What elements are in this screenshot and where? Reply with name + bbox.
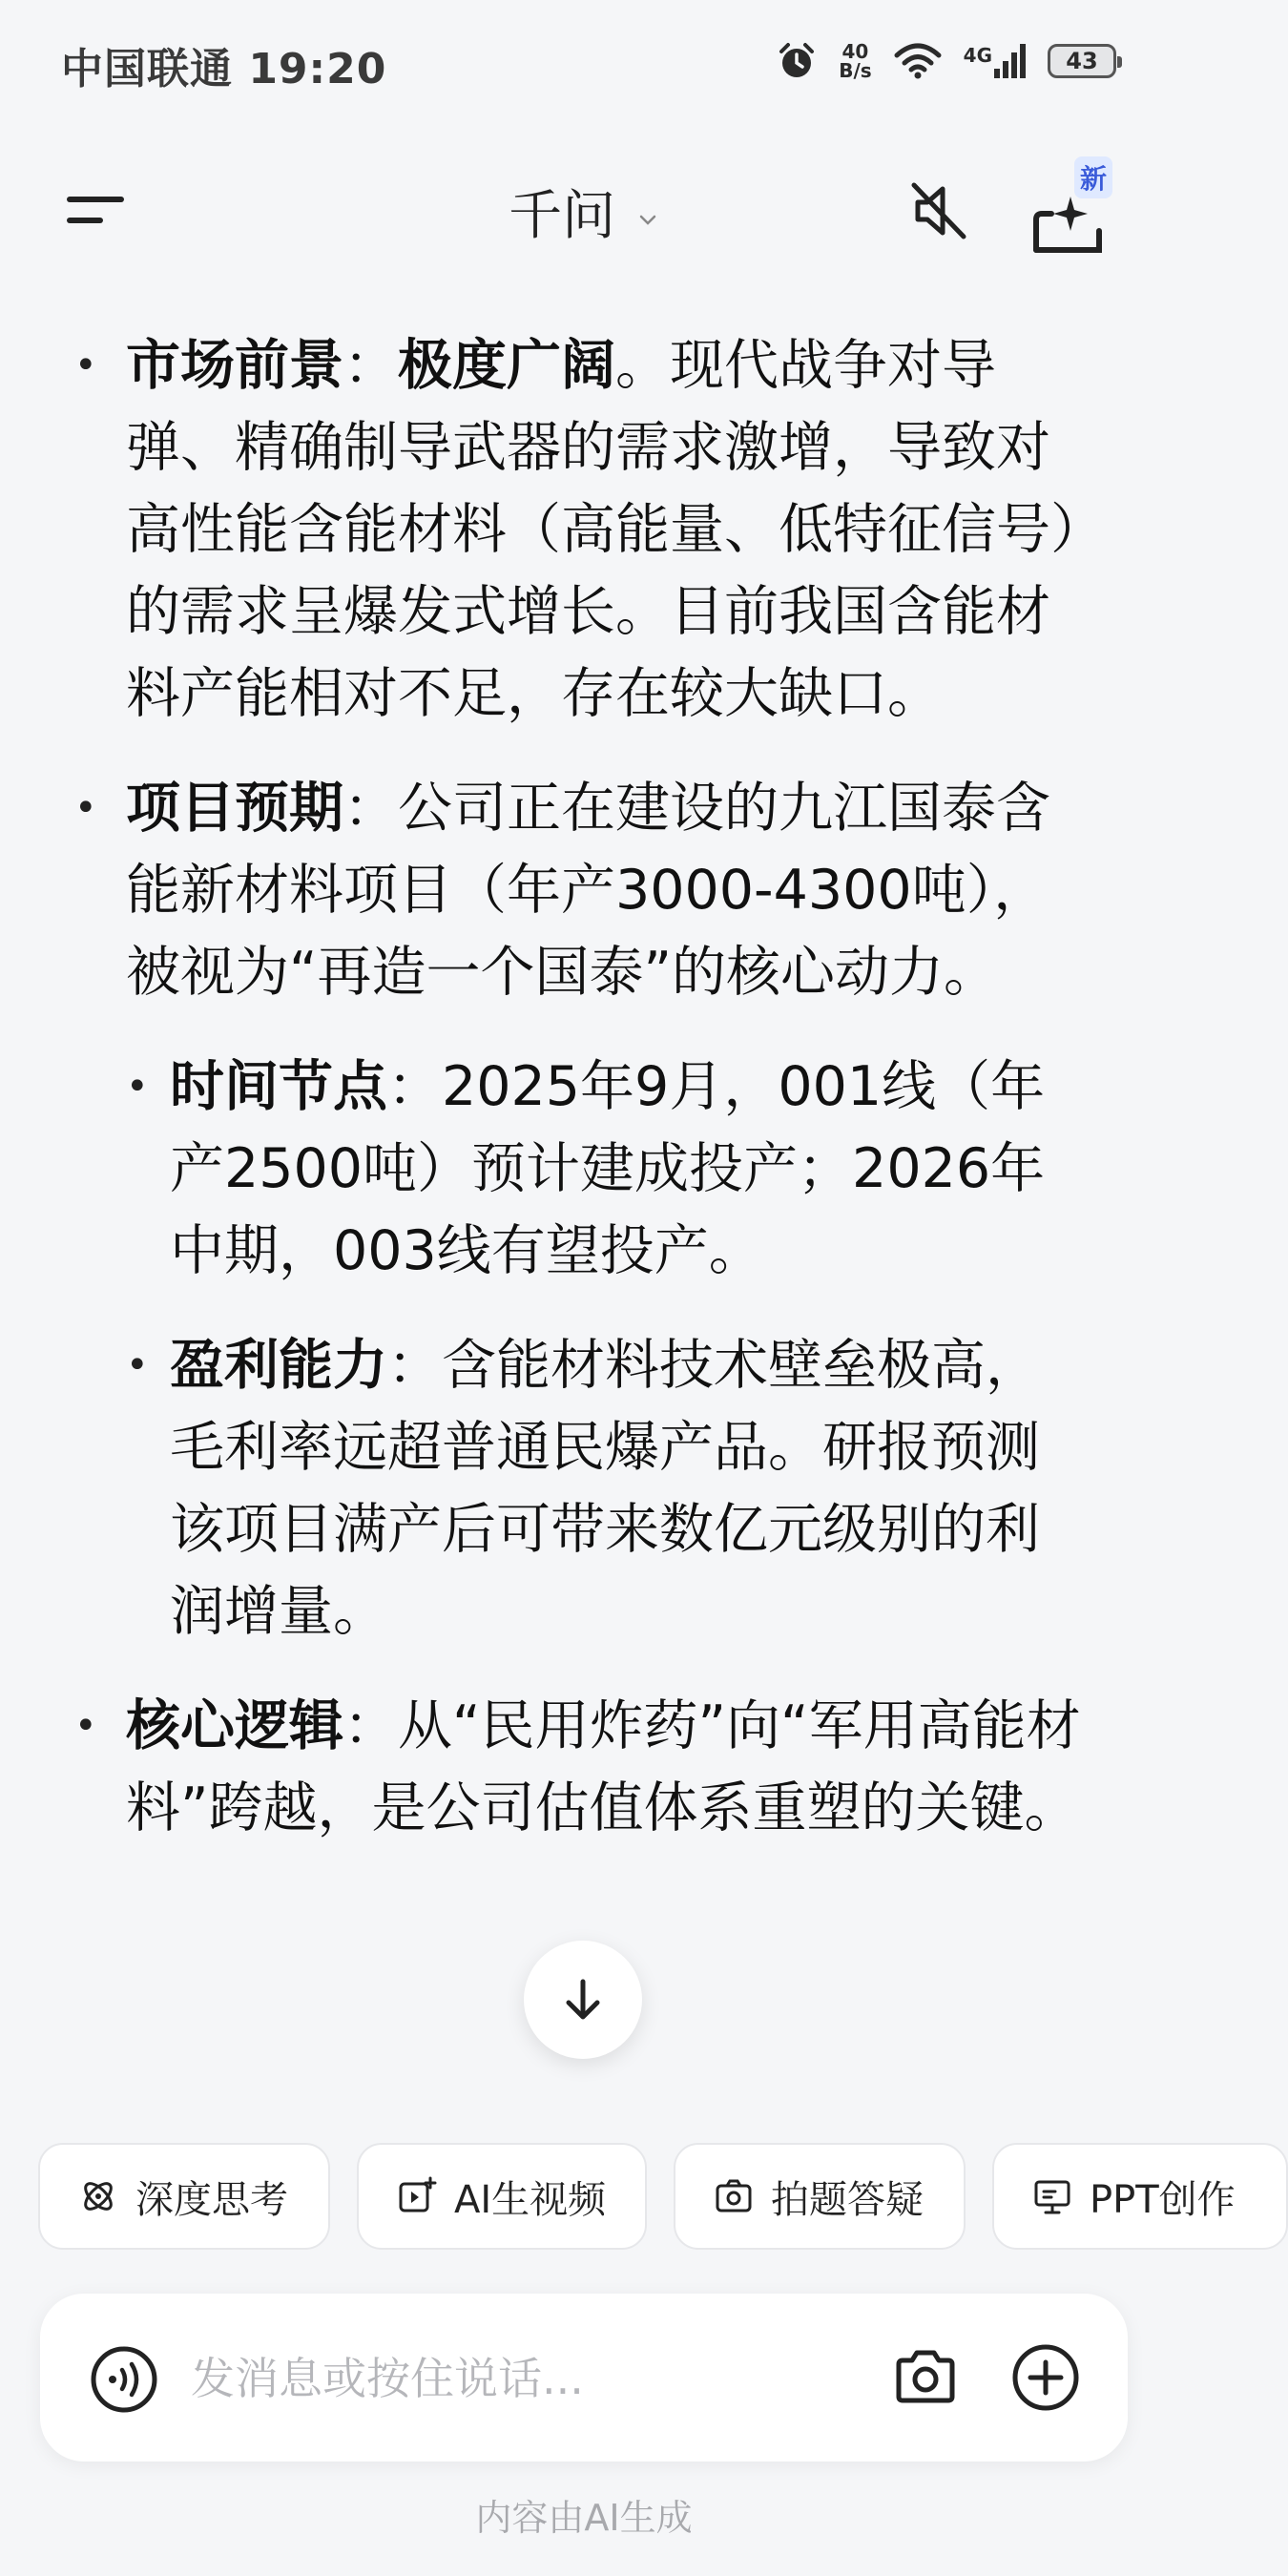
item-separator: ： <box>343 1694 398 1757</box>
list-item <box>0 1685 1168 1849</box>
item-text: 2025年9月，001线（年产2500吨）预计建成投产；2026年中期，003线有望投产。 <box>170 1055 1046 1282</box>
voice-mode-button[interactable] <box>90 2345 158 2414</box>
sub-list-item <box>0 1324 1168 1652</box>
item-text: 从“民用炸药”向“军用高能材料”跨越，是公司估值体系重塑的关键。 <box>126 1694 1081 1839</box>
item-separator: ： <box>343 777 398 840</box>
presentation-icon <box>1032 2176 1072 2216</box>
new-chat-button[interactable] <box>1030 156 1135 252</box>
item-text: 。现代战争对导弹、精确制导武器的需求激增，导致对高性能含能材料（高能量、低特征信号）的需求呈爆发式增长。目前我国含能材料产能相对不足，存在较大缺口。 <box>126 334 1078 725</box>
atom-icon <box>78 2176 118 2216</box>
page-title: 千问 <box>509 185 616 247</box>
chip-photo-question[interactable] <box>674 2143 966 2250</box>
camera-icon <box>889 2341 962 2414</box>
mute-button[interactable] <box>904 177 971 244</box>
chip-label: 深度思考 <box>135 2177 288 2222</box>
arrow-down-icon <box>557 1974 609 2025</box>
signal-type-label: 4G <box>963 44 992 67</box>
list-item <box>0 767 1168 1013</box>
chip-ppt[interactable] <box>992 2143 1288 2250</box>
ai-generated-note: 内容由AI生成 <box>475 2497 693 2539</box>
battery-level: 43 <box>1066 48 1098 74</box>
item-emphasis: 极度广阔 <box>398 334 615 397</box>
carrier-time: 中国联通 19:20 <box>61 45 387 93</box>
item-label: 项目预期 <box>126 777 343 840</box>
new-badge: 新 <box>1074 156 1112 198</box>
chip-ai-video[interactable] <box>357 2143 647 2250</box>
net-speed <box>839 42 871 80</box>
item-separator: ： <box>387 1334 442 1397</box>
scroll-to-bottom-button[interactable] <box>524 1941 642 2059</box>
status-icons <box>776 34 1116 88</box>
camera-question-icon <box>714 2176 754 2216</box>
model-selector[interactable] <box>0 174 1168 250</box>
camera-button[interactable] <box>889 2341 962 2414</box>
cell-signal <box>964 44 1027 78</box>
item-text: 含能材料技术壁垒极高，毛利率远超普通民爆产品。研报预测该项目满产后可带来数亿元级别的利润增量。 <box>170 1334 1040 1643</box>
item-label: 核心逻辑 <box>126 1694 343 1757</box>
battery-indicator <box>1048 44 1116 78</box>
answer-content <box>0 324 1168 1881</box>
sub-list-item <box>0 1046 1168 1292</box>
net-speed-value: 40 <box>841 40 869 63</box>
plus-circle-icon <box>1009 2341 1082 2414</box>
list-item <box>0 324 1168 735</box>
signal-bars-icon <box>994 44 1027 78</box>
item-label: 时间节点 <box>170 1055 387 1118</box>
alarm-icon <box>776 40 818 82</box>
wifi-icon <box>893 42 943 80</box>
status-bar <box>0 0 1168 124</box>
chip-label: AI生视频 <box>454 2177 607 2222</box>
chip-label: PPT创作 <box>1090 2177 1236 2222</box>
app-header <box>0 143 1168 277</box>
message-input[interactable] <box>189 2341 880 2416</box>
voice-wave-icon <box>90 2345 158 2414</box>
quick-actions-row <box>38 2143 1236 2254</box>
chip-deep-think[interactable] <box>38 2143 330 2250</box>
item-text: 公司正在建设的九江国泰含能新材料项目（年产3000-4300吨），被视为“再造一个国泰”的核心动力。 <box>126 777 1050 1004</box>
video-plus-icon <box>397 2176 437 2216</box>
chip-label: 拍题答疑 <box>771 2177 924 2222</box>
message-composer <box>40 2294 1128 2462</box>
chevron-down-icon <box>636 208 659 231</box>
item-separator: ： <box>387 1055 442 1118</box>
item-label: 市场前景 <box>126 334 343 397</box>
add-attachment-button[interactable] <box>1009 2341 1082 2414</box>
item-label: 盈利能力 <box>170 1334 387 1397</box>
net-speed-unit: B/s <box>839 59 872 82</box>
speaker-muted-icon <box>904 177 971 244</box>
item-separator: ： <box>343 334 398 397</box>
